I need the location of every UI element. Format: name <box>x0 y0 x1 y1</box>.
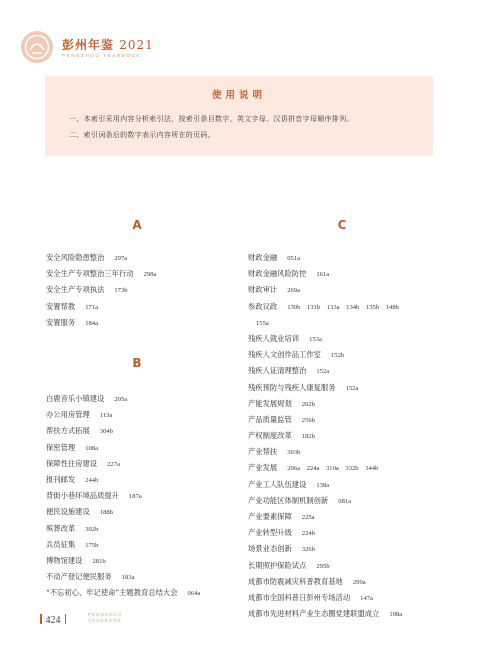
index-entry <box>248 380 402 396</box>
section-heading-a: A <box>132 218 142 232</box>
index-entry <box>46 488 200 504</box>
page-number-bar <box>65 614 67 624</box>
index-entry <box>248 396 402 412</box>
index-entry <box>248 558 402 574</box>
index-entry-term: 财政金融 <box>248 253 278 262</box>
index-entry-pages: 244b <box>85 476 99 484</box>
index-entry-pages: 225a <box>301 514 315 521</box>
index-entry <box>46 266 156 282</box>
index-entry-pages: 064a <box>187 590 201 598</box>
index-entry-pages: 152a <box>345 384 359 392</box>
index-entry-pages: 147a <box>360 594 373 602</box>
index-entry-pages: 051a <box>287 255 301 262</box>
index-entry <box>46 504 200 520</box>
index-entry-pages: 269a <box>287 287 301 295</box>
index-entry <box>248 266 402 282</box>
index-entry <box>248 541 402 557</box>
footer-brand <box>88 612 122 624</box>
index-list-b <box>46 391 200 601</box>
footer-brand-line: PENGZHOU <box>88 612 123 617</box>
index-entry-term: 长期照护保险试点 <box>248 560 307 570</box>
index-entry-term: 残疾人文创作品工作室 <box>248 350 321 360</box>
index-entry-term: 成都市防震减灾科普教育基地 <box>248 576 343 586</box>
index-entry-pages: 138a <box>316 481 330 489</box>
index-entry-pages: 161a <box>316 271 330 279</box>
index-entry-pages: 227a <box>107 460 120 468</box>
index-list-c <box>248 250 402 622</box>
index-entry-term: 产业转型升级 <box>248 528 292 538</box>
page-number-text: 424 <box>45 615 61 626</box>
page-number <box>36 614 70 626</box>
index-entry <box>248 509 402 525</box>
index-entry-term: 安置帮教 <box>46 301 76 311</box>
index-entry-term: 产业工人队伍建设 <box>248 479 307 489</box>
index-entry <box>248 428 402 444</box>
index-entry-term: 财政审计 <box>248 285 278 295</box>
index-entry-term: 产能发展规划 <box>248 398 292 408</box>
index-entry <box>46 315 156 331</box>
yearbook-logo-icon <box>20 30 54 64</box>
index-entry-term: 安全生产专项整治三年行动 <box>46 269 134 279</box>
index-entry-pages: 224b <box>301 530 315 538</box>
page-header <box>20 30 220 66</box>
index-entry-pages: 326b <box>301 546 315 554</box>
index-entry-term: 便民设施建设 <box>46 507 90 517</box>
index-entry <box>46 407 200 423</box>
index-entry-term: 安置服务 <box>46 317 76 327</box>
index-entry-term: 帮扶方式拓展 <box>46 426 90 436</box>
index-entry <box>46 569 200 585</box>
index-entry-pages: 183a <box>121 574 135 582</box>
index-entry-term: 残疾预防与残疾人康复服务 <box>248 382 336 392</box>
index-entry <box>46 440 200 456</box>
index-entry <box>46 456 200 472</box>
index-entry-pages: 202b <box>301 400 315 408</box>
index-entry <box>248 347 402 363</box>
index-entry <box>248 363 402 379</box>
index-entry-term: 产业帮扶 <box>248 447 278 457</box>
index-entry-pages: 175b <box>85 541 99 549</box>
index-entry-term: 场景业态创新 <box>248 544 292 554</box>
index-entry-term: 残疾人证清理整治 <box>248 366 307 376</box>
index-entry-term: 财政金融风险防控 <box>248 269 307 279</box>
index-entry-pages: 198a <box>389 611 403 619</box>
index-entry-pages: 187a <box>128 493 142 501</box>
index-entry <box>46 391 200 407</box>
index-entry <box>46 521 200 537</box>
index-entry <box>248 477 402 493</box>
index-entry-pages: 081a <box>338 497 352 505</box>
index-entry-pages: 188b <box>99 509 113 517</box>
index-entry-pages: 184a <box>85 319 99 327</box>
usage-guide-box <box>45 76 433 156</box>
index-entry <box>248 299 402 315</box>
usage-guide-title: 使用说明 <box>211 90 266 101</box>
index-entry <box>248 493 402 509</box>
index-entry <box>46 472 200 488</box>
index-entry-term: “不忘初心、牢记使命”主题教育总结大会 <box>46 588 178 598</box>
index-entry-term: 成都市先进材料产业生态圈党建联盟成立 <box>248 609 380 619</box>
index-entry-pages: 153a <box>309 335 322 343</box>
header-year: 2021 <box>119 38 154 52</box>
index-entry-term: 殡葬改革 <box>46 523 76 533</box>
index-entry <box>248 606 402 622</box>
index-entry-term: 产业功能区体制机制创新 <box>248 495 329 505</box>
index-entry-pages: 152b <box>330 352 345 360</box>
index-entry-pages: 298a <box>143 271 157 279</box>
index-entry <box>248 444 402 460</box>
index-entry <box>46 250 156 266</box>
index-entry-pages: 205a <box>114 396 128 403</box>
index-entry <box>46 585 200 601</box>
index-entry-pages: 113a <box>99 412 113 420</box>
index-entry <box>46 299 156 315</box>
index-entry <box>46 537 200 553</box>
index-entry-term: 产业要素保障 <box>248 512 292 521</box>
index-entry-term: 安全风险隐患整治 <box>46 253 105 262</box>
section-heading-c: C <box>337 218 347 232</box>
index-entry-term: 保障性住房建设 <box>46 458 98 468</box>
usage-guide-line: 二、索引词条后的数字表示内容所在的页码。 <box>69 131 215 139</box>
index-entry-pages: 297a <box>114 255 128 262</box>
usage-guide-line: 一、本索引采用内容分析索引法，按索引条目数字、英文字母、汉语拼音字母顺序排列。 <box>69 115 354 123</box>
index-entry-term: 产权制度改革 <box>248 431 292 441</box>
index-entry <box>248 282 402 298</box>
index-entry-term: 博物馆建设 <box>46 555 83 565</box>
index-entry <box>46 423 200 439</box>
index-entry-term: 产品质量监管 <box>248 414 292 424</box>
index-entry-pages: 130b 131b 133a 134b 135b 148b <box>287 303 399 311</box>
index-entry-pages: 206a 224a 310a 332b 344b <box>287 465 379 473</box>
header-title-text: 彭州年鉴 <box>62 38 115 52</box>
index-entry-term: 成都市全国科普日彭州专场活动 <box>248 592 351 602</box>
index-entry <box>248 412 402 428</box>
index-entry-pages: 302b <box>85 525 99 533</box>
section-heading-b: B <box>132 356 142 370</box>
index-entry-pages: 299a <box>352 578 366 586</box>
index-entry <box>46 553 200 569</box>
index-entry-term: 保密管理 <box>46 442 76 452</box>
index-entry-term: 不动产登记便民服务 <box>46 572 112 582</box>
index-list-a <box>46 250 156 331</box>
index-entry-term: 参政议政 <box>248 301 278 311</box>
index-entry <box>248 525 402 541</box>
index-entry-term: 产业发展 <box>248 463 278 473</box>
index-entry <box>248 315 402 331</box>
index-entry-pages: 304b <box>99 428 113 436</box>
index-entry-pages: 303b <box>287 449 301 457</box>
footer-brand-line: YEARBOOK <box>88 618 122 623</box>
header-subtitle: PENGZHOU YEARBOOK <box>62 53 142 58</box>
index-entry-term: 办公用房管理 <box>46 410 90 420</box>
index-entry-term: 报刊邮发 <box>46 474 76 484</box>
index-entry-term: 兵员征集 <box>46 539 76 549</box>
index-entry <box>248 331 402 347</box>
index-entry <box>248 590 402 606</box>
index-entry <box>248 250 402 266</box>
index-entry-pages: 295b <box>316 562 330 570</box>
header-title <box>62 36 154 53</box>
index-entry-pages: 182b <box>301 433 315 441</box>
index-entry-pages: 108a <box>85 444 99 452</box>
index-entry-pages: 173b <box>114 287 128 295</box>
index-entry <box>46 282 156 298</box>
index-entry-pages: 171a <box>85 303 99 311</box>
index-entry-pages: 152a <box>316 368 330 376</box>
index-entry-pages: 155a <box>256 319 269 327</box>
index-entry <box>248 460 402 476</box>
index-entry-term: 白鹿音乐小镇建设 <box>46 394 105 403</box>
index-entry-term: 残疾人就业培训 <box>248 333 300 343</box>
index-entry-pages: 256b <box>301 416 315 424</box>
page-number-bar <box>40 614 42 624</box>
index-entry-term: 背街小巷环境品质提升 <box>46 491 119 501</box>
index-entry <box>248 574 402 590</box>
index-entry-pages: 281b <box>92 557 106 565</box>
index-entry-term: 安全生产专项执法 <box>46 285 105 295</box>
